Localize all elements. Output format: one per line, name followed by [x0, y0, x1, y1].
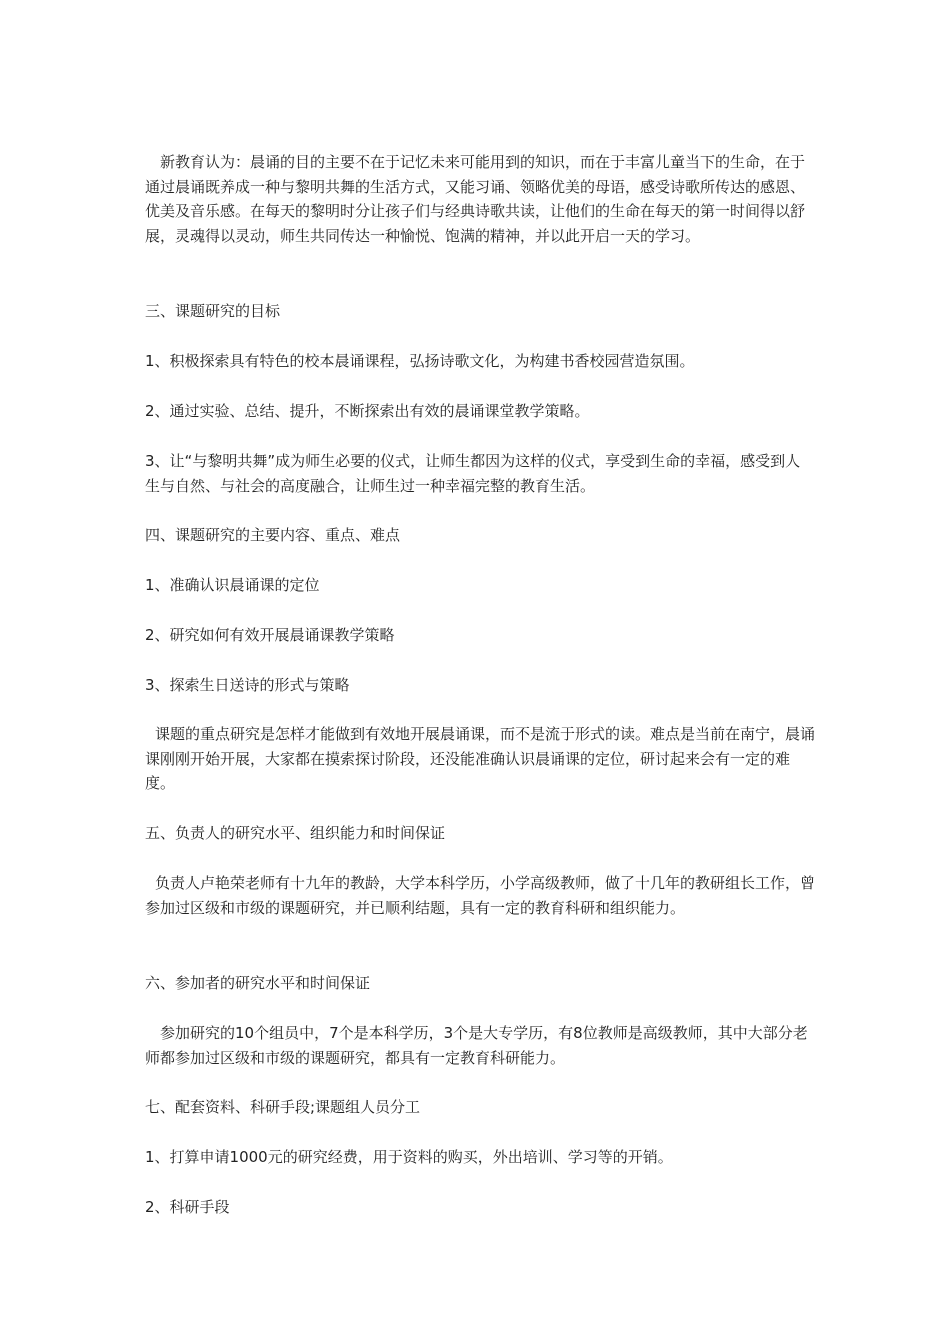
section-heading-4: 四、课题研究的主要内容、重点、难点 [145, 526, 401, 544]
paragraph-leader: 负责人卢艳荣老师有十九年的教龄，大学本科学历，小学高级教师，做了十几年的教研组长工作，曾参加过区级和市级的课题研究，并已顺利结题，具有一定的教育科研和组织能力。 [145, 874, 816, 917]
resource-item-1: 1、打算申请1000元的研究经费，用于资料的购买，外出培训、学习等的开销。 [145, 1148, 673, 1166]
goal-item-3: 3、让“与黎明共舞”成为师生必要的仪式，让师生都因为这样的仪式，享受到生命的幸福，感受到人生与自然、与社会的高度融合，让师生过一种幸福完整的教育生活。 [145, 452, 801, 495]
section-heading-3: 三、课题研究的目标 [145, 302, 281, 320]
resource-item-2: 2、科研手段 [145, 1198, 230, 1216]
paragraph-intro: 新教育认为：晨诵的目的主要不在于记忆未来可能用到的知识，而在于丰富儿童当下的生命，在于通过晨诵既养成一种与黎明共舞的生活方式，又能习诵、领略优美的母语，感受诗歌所传达的感恩、优美及音乐感。在每天的黎明时分让孩子们与经典诗歌共读，让他们的生命在每天的第一时间得以舒展，灵魂得以灵动，师生共同传达一种愉悦、饱满的精神，并以此开启一天的学习。 [145, 153, 806, 245]
goal-item-2: 2、通过实验、总结、提升，不断探索出有效的晨诵课堂教学策略。 [145, 402, 590, 420]
content-item-3: 3、探索生日送诗的形式与策略 [145, 676, 350, 694]
paragraph-focus-difficulty: 课题的重点研究是怎样才能做到有效地开展晨诵课，而不是流于形式的读。难点是当前在南宁，晨诵课刚刚开始开展，大家都在摸索探讨阶段，还没能准确认识晨诵课的定位，研讨起来会有一定的难度。 [145, 725, 816, 792]
content-item-2: 2、研究如何有效开展晨诵课教学策略 [145, 626, 395, 644]
content-item-1: 1、准确认识晨诵课的定位 [145, 576, 320, 594]
section-heading-7: 七、配套资料、科研手段;课题组人员分工 [145, 1098, 421, 1116]
section-heading-5: 五、负责人的研究水平、组织能力和时间保证 [145, 824, 446, 842]
section-heading-6: 六、参加者的研究水平和时间保证 [145, 974, 371, 992]
goal-item-1: 1、积极探索具有特色的校本晨诵课程，弘扬诗歌文化，为构建书香校园营造氛围。 [145, 352, 695, 370]
paragraph-participants: 参加研究的10个组员中，7个是本科学历，3个是大专学历，有8位教师是高级教师，其中大部分老师都参加过区级和市级的课题研究，都具有一定教育科研能力。 [145, 1024, 808, 1067]
